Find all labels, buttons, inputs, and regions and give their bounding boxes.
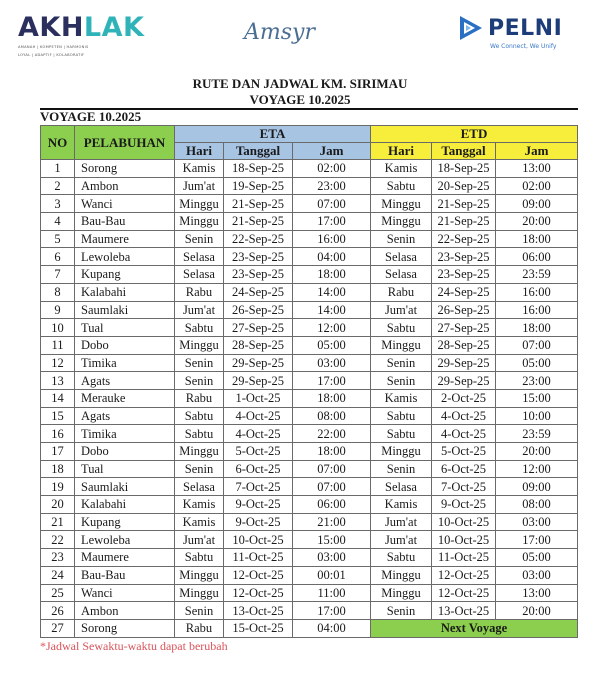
cell-eta-time: 18:00: [293, 443, 371, 461]
cell-etd-day: Minggu: [371, 195, 432, 213]
cell-etd-day: Minggu: [371, 213, 432, 231]
cell-no: 14: [41, 389, 75, 407]
cell-etd-time: 16:00: [496, 283, 578, 301]
table-row: [41, 602, 578, 620]
cell-etd-time: 23:00: [496, 372, 578, 390]
page-subtitle: VOYAGE 10.2025: [249, 92, 351, 107]
cell-etd-day: Senin: [371, 230, 432, 248]
cell-etd-time: 13:00: [496, 584, 578, 602]
cell-eta-date: 21-Sep-25: [224, 195, 293, 213]
cell-etd-time: 20:00: [496, 602, 578, 620]
cell-etd-day: Sabtu: [371, 549, 432, 567]
cell-port: Maumere: [75, 230, 175, 248]
pelni-logo: [458, 14, 578, 50]
cell-eta-time: 11:00: [293, 584, 371, 602]
cell-eta-day: Senin: [175, 372, 224, 390]
cell-port: Wanci: [75, 195, 175, 213]
cell-eta-time: 08:00: [293, 407, 371, 425]
cell-eta-time: 07:00: [293, 460, 371, 478]
cell-eta-date: 24-Sep-25: [224, 283, 293, 301]
cell-eta-time: 07:00: [293, 478, 371, 496]
cell-eta-day: Sabtu: [175, 549, 224, 567]
table-row: [41, 566, 578, 584]
cell-eta-time: 17:00: [293, 213, 371, 231]
cell-etd-time: 20:00: [496, 443, 578, 461]
table-row: [41, 513, 578, 531]
cell-eta-date: 22-Sep-25: [224, 230, 293, 248]
cell-port: Maumere: [75, 549, 175, 567]
cell-etd-day: Sabtu: [371, 407, 432, 425]
cell-etd-day: Minggu: [371, 566, 432, 584]
cell-port: Ambon: [75, 602, 175, 620]
pelni-tagline: We Connect, We Unify: [490, 43, 557, 50]
cell-eta-date: 29-Sep-25: [224, 372, 293, 390]
table-row: [41, 407, 578, 425]
cell-no: 26: [41, 602, 75, 620]
cell-etd-date: 22-Sep-25: [432, 230, 496, 248]
table-row: [41, 213, 578, 231]
cell-etd-date: 12-Oct-25: [432, 566, 496, 584]
cell-etd-time: 13:00: [496, 160, 578, 178]
table-row: [41, 443, 578, 461]
cell-eta-time: 03:00: [293, 549, 371, 567]
cell-eta-date: 27-Sep-25: [224, 319, 293, 337]
cell-etd-day: Senin: [371, 354, 432, 372]
cell-etd-day: Sabtu: [371, 177, 432, 195]
cell-etd-time: 17:00: [496, 531, 578, 549]
akhlak-wordmark: [18, 12, 145, 43]
cell-port: Ambon: [75, 177, 175, 195]
cell-no: 4: [41, 213, 75, 231]
table-row: [41, 248, 578, 266]
table-row: [41, 354, 578, 372]
cell-etd-time: 06:00: [496, 248, 578, 266]
cell-port: Tual: [75, 460, 175, 478]
cell-eta-day: Jum'at: [175, 177, 224, 195]
cell-etd-date: 12-Oct-25: [432, 584, 496, 602]
cell-port: Timika: [75, 425, 175, 443]
cell-no: 16: [41, 425, 75, 443]
cell-no: 10: [41, 319, 75, 337]
cell-no: 8: [41, 283, 75, 301]
pelni-arrow-icon: [458, 14, 484, 42]
cell-eta-time: 15:00: [293, 531, 371, 549]
cell-eta-date: 12-Oct-25: [224, 584, 293, 602]
cell-etd-date: 29-Sep-25: [432, 372, 496, 390]
akhlak-subtitle-2: LOYAL | ADAPTIF | KOLABORATIF: [18, 53, 85, 57]
table-row: [41, 425, 578, 443]
cell-etd-day: Kamis: [371, 389, 432, 407]
pelni-wordmark: PELNI: [488, 15, 563, 41]
cell-eta-date: 4-Oct-25: [224, 425, 293, 443]
cell-etd-day: Senin: [371, 460, 432, 478]
cell-eta-time: 17:00: [293, 602, 371, 620]
cell-port: Kalabahi: [75, 496, 175, 514]
cell-eta-time: 17:00: [293, 372, 371, 390]
cell-eta-date: 21-Sep-25: [224, 213, 293, 231]
cell-etd-time: 09:00: [496, 195, 578, 213]
cell-no: 25: [41, 584, 75, 602]
table-row: [41, 496, 578, 514]
cell-port: Kupang: [75, 266, 175, 284]
cell-no: 5: [41, 230, 75, 248]
cell-no: 3: [41, 195, 75, 213]
cell-no: 13: [41, 372, 75, 390]
cell-eta-date: 5-Oct-25: [224, 443, 293, 461]
cell-no: 24: [41, 566, 75, 584]
cell-eta-time: 05:00: [293, 336, 371, 354]
cell-etd-date: 4-Oct-25: [432, 407, 496, 425]
cell-etd-date: 11-Oct-25: [432, 549, 496, 567]
cell-etd-time: 18:00: [496, 230, 578, 248]
table-row: [41, 372, 578, 390]
akhlak-word-part2: LAK: [83, 12, 145, 43]
cell-no: 12: [41, 354, 75, 372]
cell-eta-time: 02:00: [293, 160, 371, 178]
cell-etd-day: Sabtu: [371, 319, 432, 337]
cell-etd-date: 6-Oct-25: [432, 460, 496, 478]
cell-etd-date: 2-Oct-25: [432, 389, 496, 407]
table-row: [41, 478, 578, 496]
cell-eta-date: 11-Oct-25: [224, 549, 293, 567]
cell-etd-day: Jum'at: [371, 513, 432, 531]
table-row: [41, 266, 578, 284]
cell-etd-time: 07:00: [496, 336, 578, 354]
cell-port: Agats: [75, 372, 175, 390]
cell-eta-day: Rabu: [175, 619, 224, 637]
cell-eta-day: Senin: [175, 602, 224, 620]
cell-etd-day: Rabu: [371, 283, 432, 301]
cell-etd-time: 05:00: [496, 354, 578, 372]
cell-etd-date: 29-Sep-25: [432, 354, 496, 372]
cell-etd-date: 10-Oct-25: [432, 513, 496, 531]
cell-etd-day: Sabtu: [371, 425, 432, 443]
cell-etd-day: Senin: [371, 372, 432, 390]
cell-eta-date: 18-Sep-25: [224, 160, 293, 178]
cell-eta-day: Sabtu: [175, 425, 224, 443]
cell-etd-time: 23:59: [496, 266, 578, 284]
akhlak-word-part1: AKH: [18, 12, 84, 43]
cell-eta-day: Minggu: [175, 213, 224, 231]
cell-no: 19: [41, 478, 75, 496]
cell-etd-time: 05:00: [496, 549, 578, 567]
cell-no: 18: [41, 460, 75, 478]
cell-eta-date: 7-Oct-25: [224, 478, 293, 496]
cell-port: Wanci: [75, 584, 175, 602]
cell-eta-date: 26-Sep-25: [224, 301, 293, 319]
cell-etd-date: 21-Sep-25: [432, 213, 496, 231]
table-row: [41, 336, 578, 354]
cell-eta-date: 4-Oct-25: [224, 407, 293, 425]
amsyr-mark: Amsyr: [244, 20, 315, 45]
cell-eta-day: Senin: [175, 460, 224, 478]
cell-no: 1: [41, 160, 75, 178]
cell-port: Merauke: [75, 389, 175, 407]
cell-etd-day: Selasa: [371, 266, 432, 284]
cell-etd-date: 27-Sep-25: [432, 319, 496, 337]
cell-eta-time: 18:00: [293, 266, 371, 284]
cell-eta-day: Minggu: [175, 584, 224, 602]
cell-eta-day: Kamis: [175, 496, 224, 514]
cell-etd-date: 20-Sep-25: [432, 177, 496, 195]
table-row: [41, 460, 578, 478]
table-row: [41, 230, 578, 248]
cell-etd-date: 4-Oct-25: [432, 425, 496, 443]
cell-eta-time: 23:00: [293, 177, 371, 195]
cell-no: 22: [41, 531, 75, 549]
cell-eta-date: 1-Oct-25: [224, 389, 293, 407]
cell-etd-date: 26-Sep-25: [432, 301, 496, 319]
cell-etd-date: 28-Sep-25: [432, 336, 496, 354]
cell-etd-time: 12:00: [496, 460, 578, 478]
cell-eta-date: 19-Sep-25: [224, 177, 293, 195]
cell-etd-date: 10-Oct-25: [432, 531, 496, 549]
cell-etd-day: Jum'at: [371, 301, 432, 319]
cell-port: Sorong: [75, 160, 175, 178]
cell-eta-date: 6-Oct-25: [224, 460, 293, 478]
cell-etd-date: 9-Oct-25: [432, 496, 496, 514]
cell-eta-time: 07:00: [293, 195, 371, 213]
cell-no: 20: [41, 496, 75, 514]
cell-etd-day: Minggu: [371, 443, 432, 461]
cell-etd-time: 03:00: [496, 566, 578, 584]
cell-etd-time: 10:00: [496, 407, 578, 425]
cell-no: 21: [41, 513, 75, 531]
cell-eta-time: 04:00: [293, 619, 371, 637]
cell-eta-time: 18:00: [293, 389, 371, 407]
table-row: [41, 584, 578, 602]
cell-etd-day: Selasa: [371, 248, 432, 266]
cell-etd-time: 08:00: [496, 496, 578, 514]
col-header-eta-date: Tanggal: [224, 143, 293, 160]
cell-port: Lewoleba: [75, 248, 175, 266]
table-row: [41, 389, 578, 407]
cell-etd-date: 13-Oct-25: [432, 602, 496, 620]
cell-etd-date: 18-Sep-25: [432, 160, 496, 178]
col-header-port: PELABUHAN: [75, 126, 175, 160]
cell-etd-date: 7-Oct-25: [432, 478, 496, 496]
schedule-table: [40, 125, 578, 638]
cell-eta-day: Senin: [175, 354, 224, 372]
cell-etd-date: 24-Sep-25: [432, 283, 496, 301]
cell-eta-date: 12-Oct-25: [224, 566, 293, 584]
cell-etd-time: 16:00: [496, 301, 578, 319]
cell-no: 9: [41, 301, 75, 319]
cell-eta-date: 9-Oct-25: [224, 513, 293, 531]
cell-eta-date: 9-Oct-25: [224, 496, 293, 514]
cell-eta-day: Minggu: [175, 443, 224, 461]
col-header-no: NO: [41, 126, 75, 160]
cell-eta-date: 29-Sep-25: [224, 354, 293, 372]
cell-eta-time: 12:00: [293, 319, 371, 337]
page-title: RUTE DAN JADWAL KM. SIRIMAU: [192, 76, 408, 91]
cell-eta-day: Selasa: [175, 478, 224, 496]
footnote: *Jadwal Sewaktu-waktu dapat berubah: [40, 639, 228, 653]
cell-port: Bau-Bau: [75, 213, 175, 231]
cell-eta-time: 14:00: [293, 283, 371, 301]
cell-etd-time: 20:00: [496, 213, 578, 231]
cell-etd-day: Jum'at: [371, 531, 432, 549]
table-row: [41, 301, 578, 319]
cell-eta-day: Minggu: [175, 195, 224, 213]
cell-etd-date: 23-Sep-25: [432, 248, 496, 266]
table-row: [41, 619, 578, 637]
cell-etd-date: 23-Sep-25: [432, 266, 496, 284]
cell-etd-date: 21-Sep-25: [432, 195, 496, 213]
cell-eta-time: 06:00: [293, 496, 371, 514]
table-row: [41, 283, 578, 301]
cell-etd-time: 03:00: [496, 513, 578, 531]
cell-port: Dobo: [75, 336, 175, 354]
col-header-etd-day: Hari: [371, 143, 432, 160]
cell-port: Dobo: [75, 443, 175, 461]
cell-eta-time: 00:01: [293, 566, 371, 584]
cell-etd-day: Selasa: [371, 478, 432, 496]
cell-eta-time: 03:00: [293, 354, 371, 372]
cell-eta-day: Rabu: [175, 283, 224, 301]
cell-eta-day: Kamis: [175, 513, 224, 531]
col-header-eta-day: Hari: [175, 143, 224, 160]
cell-eta-day: Selasa: [175, 266, 224, 284]
cell-etd-day: Minggu: [371, 584, 432, 602]
cell-no: 7: [41, 266, 75, 284]
cell-eta-day: Jum'at: [175, 301, 224, 319]
cell-eta-day: Minggu: [175, 566, 224, 584]
table-row: [41, 531, 578, 549]
table-row: [41, 549, 578, 567]
voyage-label: VOYAGE 10.2025: [40, 109, 142, 124]
cell-etd-time: 23:59: [496, 425, 578, 443]
cell-eta-date: 10-Oct-25: [224, 531, 293, 549]
col-group-etd: ETD: [371, 126, 578, 143]
cell-no: 11: [41, 336, 75, 354]
cell-etd-time: 09:00: [496, 478, 578, 496]
cell-port: Lewoleba: [75, 531, 175, 549]
cell-eta-time: 04:00: [293, 248, 371, 266]
akhlak-logo: [18, 12, 145, 58]
cell-etd-day: Senin: [371, 602, 432, 620]
cell-eta-time: 16:00: [293, 230, 371, 248]
cell-eta-date: 23-Sep-25: [224, 248, 293, 266]
col-group-eta: ETA: [175, 126, 371, 143]
akhlak-subtitle-1: AMANAH | KOMPETEN | HARMONIS: [18, 45, 89, 49]
cell-port: Saumlaki: [75, 478, 175, 496]
cell-etd-time: 02:00: [496, 177, 578, 195]
cell-eta-date: 28-Sep-25: [224, 336, 293, 354]
cell-port: Tual: [75, 319, 175, 337]
cell-no: 17: [41, 443, 75, 461]
cell-etd-day: Kamis: [371, 160, 432, 178]
table-row: [41, 319, 578, 337]
cell-etd-time: 15:00: [496, 389, 578, 407]
cell-no: 6: [41, 248, 75, 266]
table-row: [41, 160, 578, 178]
cell-eta-date: 23-Sep-25: [224, 266, 293, 284]
cell-no: 23: [41, 549, 75, 567]
cell-eta-time: 22:00: [293, 425, 371, 443]
cell-eta-day: Rabu: [175, 389, 224, 407]
cell-eta-date: 15-Oct-25: [224, 619, 293, 637]
cell-etd-time: 18:00: [496, 319, 578, 337]
cell-eta-day: Sabtu: [175, 407, 224, 425]
cell-eta-day: Kamis: [175, 160, 224, 178]
cell-port: Kalabahi: [75, 283, 175, 301]
col-header-etd-time: Jam: [496, 143, 578, 160]
cell-no: 15: [41, 407, 75, 425]
cell-eta-day: Jum'at: [175, 531, 224, 549]
cell-eta-day: Senin: [175, 230, 224, 248]
cell-eta-time: 21:00: [293, 513, 371, 531]
cell-port: Agats: [75, 407, 175, 425]
cell-port: Timika: [75, 354, 175, 372]
next-voyage-badge: Next Voyage: [371, 619, 578, 637]
cell-eta-date: 13-Oct-25: [224, 602, 293, 620]
cell-etd-day: Minggu: [371, 336, 432, 354]
cell-eta-time: 14:00: [293, 301, 371, 319]
cell-etd-day: Kamis: [371, 496, 432, 514]
cell-port: Saumlaki: [75, 301, 175, 319]
table-row: [41, 195, 578, 213]
cell-port: Sorong: [75, 619, 175, 637]
cell-no: 27: [41, 619, 75, 637]
cell-eta-day: Sabtu: [175, 319, 224, 337]
cell-eta-day: Selasa: [175, 248, 224, 266]
table-row: [41, 177, 578, 195]
cell-etd-date: 5-Oct-25: [432, 443, 496, 461]
cell-port: Bau-Bau: [75, 566, 175, 584]
cell-eta-day: Minggu: [175, 336, 224, 354]
col-header-eta-time: Jam: [293, 143, 371, 160]
col-header-etd-date: Tanggal: [432, 143, 496, 160]
cell-port: Kupang: [75, 513, 175, 531]
cell-no: 2: [41, 177, 75, 195]
